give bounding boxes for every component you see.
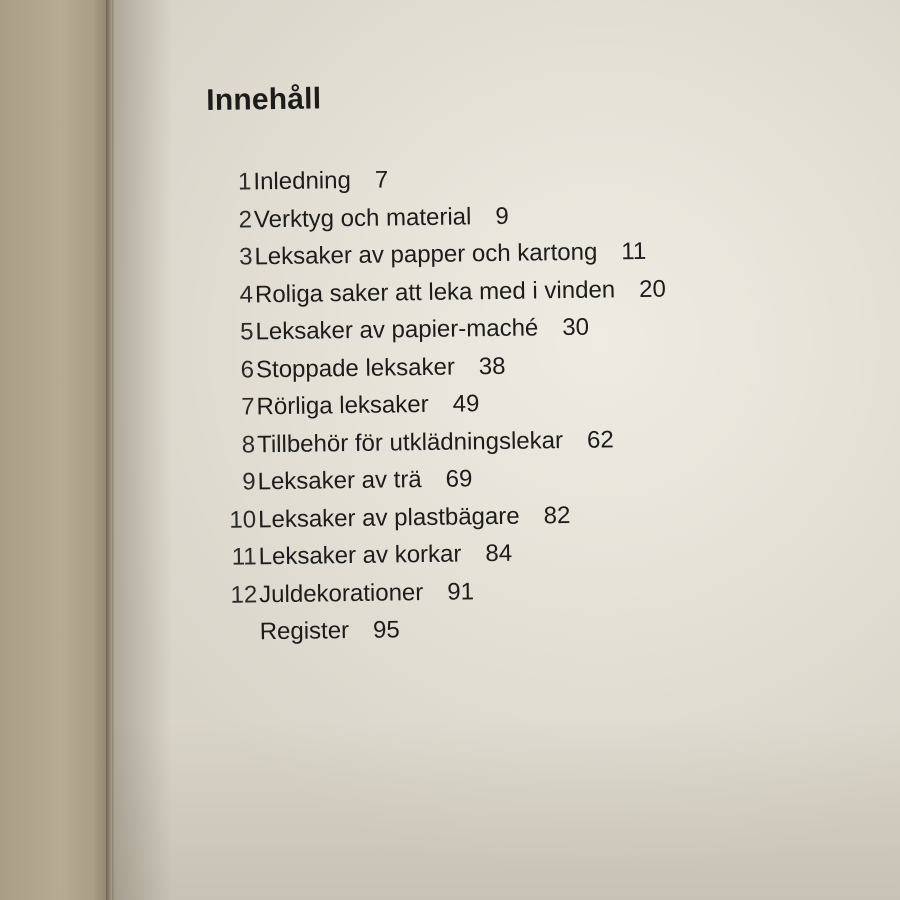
page-shadow-bottom: [112, 720, 900, 900]
page-title: Innehåll: [206, 82, 322, 117]
chapter-title: Tillbehör för utklädningslekar: [256, 426, 564, 458]
chapter-title-line: [254, 197, 509, 238]
page-number: 91: [447, 577, 475, 606]
chapter-number: 9: [242, 468, 256, 496]
chapter-title: Leksaker av papper och kartong: [254, 238, 598, 271]
chapter-title-line: [256, 385, 479, 426]
chapter-number: 6: [240, 355, 255, 384]
chapter-title: Rörliga leksaker: [256, 390, 429, 421]
page-number: 20: [638, 275, 667, 303]
chapter-number: 12: [230, 580, 258, 609]
page-number: 69: [445, 465, 473, 493]
chapter-number: 5: [239, 318, 254, 346]
chapter-title: Leksaker av plastbägare: [257, 502, 520, 533]
chapter-number: 10: [229, 505, 257, 534]
chapter-title: Inledning: [253, 166, 352, 196]
chapter-number: [214, 639, 258, 640]
chapter-title: Stoppade leksaker: [255, 353, 456, 383]
chapter-title: Register: [259, 617, 350, 646]
table-of-contents: [206, 78, 667, 646]
chapter-title-line: [253, 161, 388, 200]
chapter-number: 4: [239, 280, 254, 309]
page-number: 95: [372, 616, 400, 644]
chapter-number: 3: [238, 243, 253, 271]
chapter-title: Juldekorationer: [258, 578, 424, 608]
chapter-title-line: [258, 535, 512, 576]
chapter-title-line: [255, 309, 589, 351]
chapter-title: Leksaker av trä: [257, 466, 422, 496]
chapter-title: Verktyg och material: [253, 202, 472, 233]
chapter-number: 2: [238, 205, 253, 234]
page-number: 9: [495, 202, 509, 230]
page-number: 7: [374, 166, 389, 194]
chapter-title-line: [254, 233, 646, 276]
chapter-number: 1: [237, 168, 252, 196]
page-number: 11: [621, 237, 647, 266]
chapter-title-line: [257, 421, 614, 463]
chapter-title-line: [259, 611, 400, 650]
chapter-title: Roliga saker att leka med i vinden: [254, 275, 616, 308]
chapter-number: 11: [231, 543, 257, 571]
chapter-title-line: [255, 270, 666, 313]
chapter-number: 8: [241, 430, 256, 459]
page-number: 62: [586, 425, 614, 454]
chapter-title-line: [259, 573, 474, 613]
chapter-title: Leksaker av papier-maché: [255, 314, 539, 346]
page-number: 30: [562, 313, 590, 342]
chapter-number: 7: [241, 393, 255, 421]
page-number: 82: [543, 501, 571, 529]
chapter-title-line: [257, 460, 472, 500]
left-page: [0, 0, 110, 900]
chapter-title-line: [256, 347, 506, 388]
page-number: 49: [452, 390, 480, 418]
chapter-title: Leksaker av korkar: [258, 540, 462, 571]
page-number: 84: [485, 539, 513, 568]
page-number: 38: [478, 352, 506, 380]
toc-list: [207, 155, 834, 651]
chapter-title-line: [258, 496, 571, 538]
